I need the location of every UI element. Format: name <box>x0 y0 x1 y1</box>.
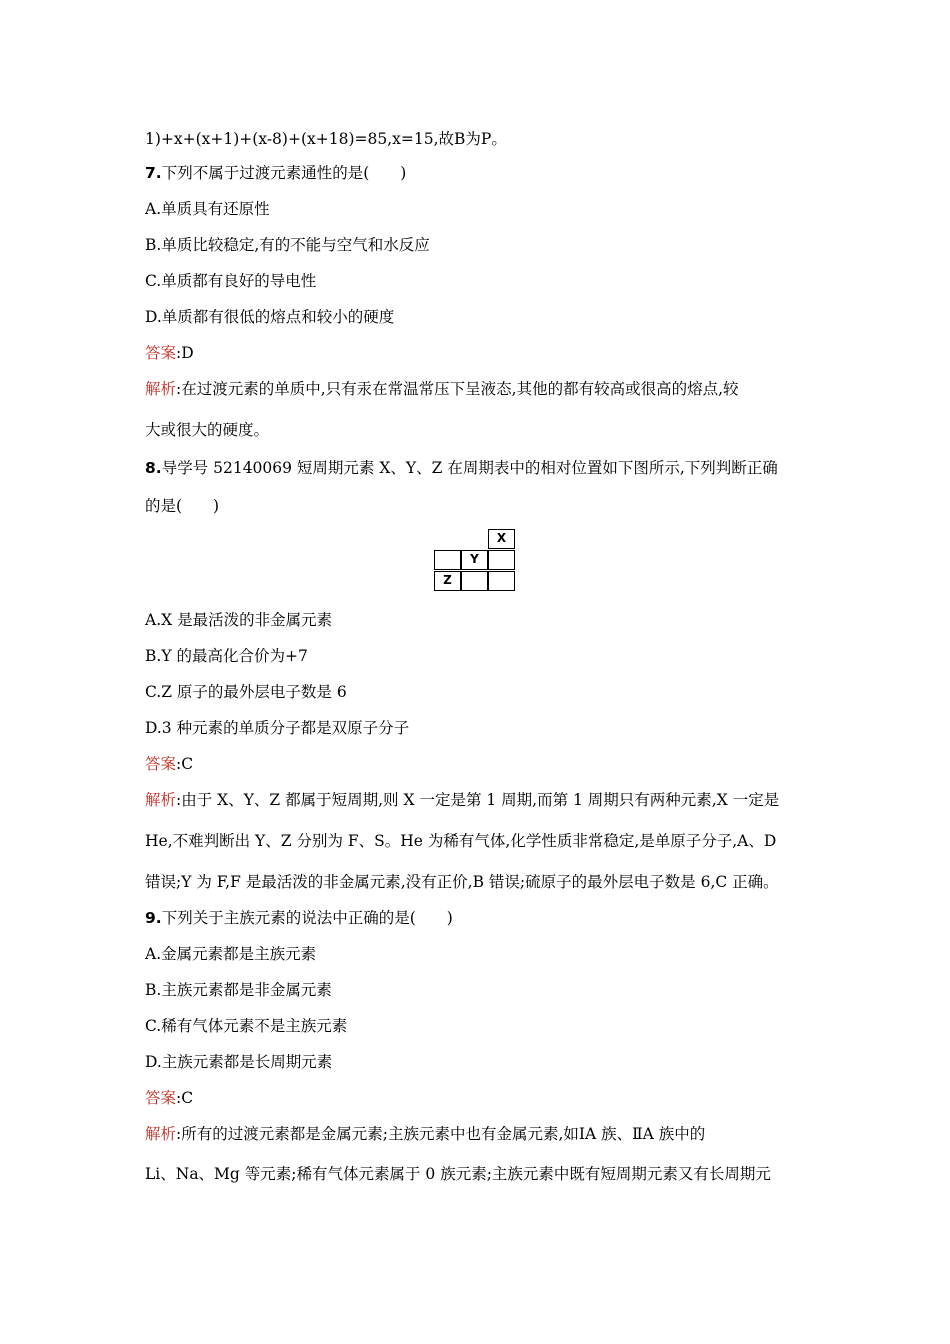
answer-line <box>145 1088 193 1108</box>
answer-label: 答案 <box>145 755 177 773</box>
answer-line <box>145 343 194 363</box>
answer-label: 答案 <box>145 1089 177 1107</box>
option-b: B.单质比较稳定,有的不能与空气和水反应 <box>145 236 430 254</box>
cell-z: Z <box>434 571 461 591</box>
cell-x: X <box>488 529 515 549</box>
explanation-label: 解析 <box>145 791 177 809</box>
option-a: A.金属元素都是主族元素 <box>145 945 317 963</box>
cell-y: Y <box>461 550 488 570</box>
periodic-table-fragment <box>434 529 518 593</box>
continued-solution-line: 1)+x+(x+1)+(x-8)+(x+18)=85,x=15,故B为P。 <box>145 130 507 148</box>
explanation-continuation: Li、Na、Mg 等元素;稀有气体元素属于 0 族元素;主族元素中既有短周期元素又有长周期元 <box>145 1165 771 1183</box>
question-8 <box>145 458 778 478</box>
answer-value: :C <box>176 1089 194 1107</box>
explanation-label: 解析 <box>145 380 177 398</box>
question-text: 下列不属于过渡元素通性的是( ) <box>161 164 407 182</box>
answer-line <box>145 754 193 774</box>
question-number: 7. <box>145 164 162 182</box>
option-d: D.3 种元素的单质分子都是双原子分子 <box>145 719 410 737</box>
explanation-line <box>145 379 739 399</box>
explanation-text: :在过渡元素的单质中,只有汞在常温常压下呈液态,其他的都有较高或很高的熔点,较 <box>176 380 739 398</box>
question-9 <box>145 908 453 928</box>
option-d: D.单质都有很低的熔点和较小的硬度 <box>145 308 395 326</box>
explanation-text: :由于 X、Y、Z 都属于短周期,则 X 一定是第 1 周期,而第 1 周期只有两种元素,X 一定是 <box>176 791 780 809</box>
explanation-text: :所有的过渡元素都是金属元素;主族元素中也有金属元素,如ⅠA 族、ⅡA 族中的 <box>176 1125 706 1143</box>
explanation-line <box>145 1124 705 1144</box>
answer-value: :D <box>176 344 194 362</box>
question-7 <box>145 163 406 183</box>
option-c: C.单质都有良好的导电性 <box>145 272 317 290</box>
explanation-line <box>145 790 779 810</box>
question-number: 9. <box>145 909 162 927</box>
explanation-continuation: 错误;Y 为 F,F 是最活泼的非金属元素,没有正价,B 错误;硫原子的最外层电子数是 6,C 正确。 <box>145 873 779 891</box>
answer-value: :C <box>176 755 194 773</box>
option-a: A.单质具有还原性 <box>145 200 270 218</box>
option-c: C.稀有气体元素不是主族元素 <box>145 1017 348 1035</box>
explanation-label: 解析 <box>145 1125 177 1143</box>
cell-empty <box>461 571 488 591</box>
cell-empty <box>434 550 461 570</box>
explanation-continuation: He,不难判断出 Y、Z 分别为 F、S。He 为稀有气体,化学性质非常稳定,是单原子分子,A、D <box>145 832 777 850</box>
question-text: 下列关于主族元素的说法中正确的是( ) <box>161 909 453 927</box>
option-a: A.X 是最活泼的非金属元素 <box>145 611 333 629</box>
cell-empty <box>488 571 515 591</box>
option-b: B.Y 的最高化合价为+7 <box>145 647 308 665</box>
question-8-continuation: 的是( ) <box>145 497 220 515</box>
question-text: 导学号 52140069 短周期元素 X、Y、Z 在周期表中的相对位置如下图所示,下列判断正确 <box>161 459 778 477</box>
question-number: 8. <box>145 459 162 477</box>
cell-empty <box>488 550 515 570</box>
option-b: B.主族元素都是非金属元素 <box>145 981 332 999</box>
option-d: D.主族元素都是长周期元素 <box>145 1053 333 1071</box>
explanation-continuation: 大或很大的硬度。 <box>145 421 270 439</box>
answer-label: 答案 <box>145 344 177 362</box>
option-c: C.Z 原子的最外层电子数是 6 <box>145 683 347 701</box>
